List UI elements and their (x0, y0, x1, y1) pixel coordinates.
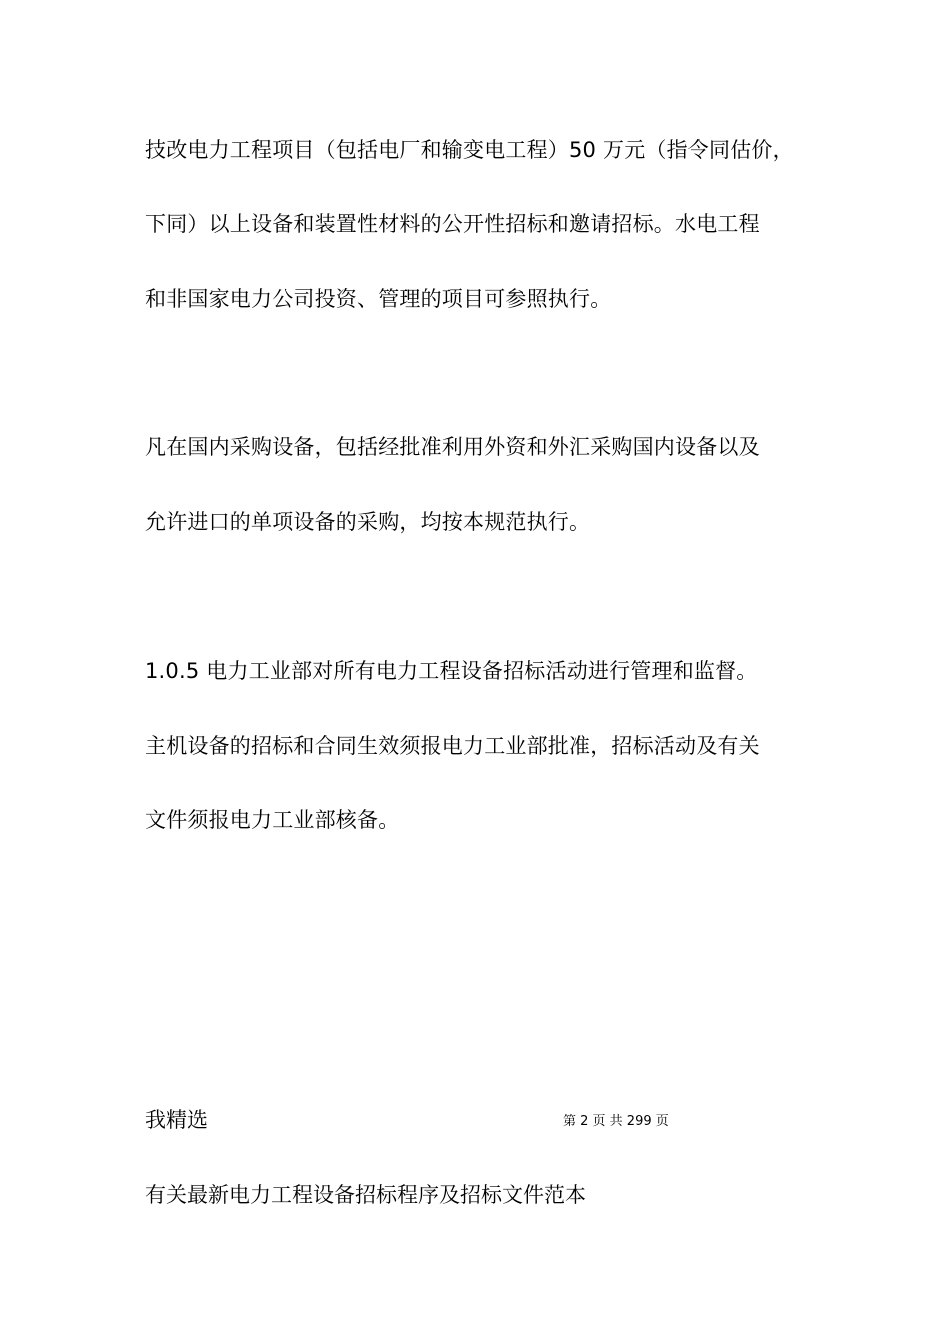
document-title: 有关最新电力工程设备招标程序及招标文件范本 (145, 1183, 586, 1207)
paragraph-line: 和非国家电力公司投资、管理的项目可参照执行。 (145, 287, 612, 311)
page-counter: 第 2 页 共 299 页 (563, 1114, 669, 1129)
footer-label: 我精选 (145, 1108, 208, 1132)
paragraph-line: 技改电力工程项目（包括电厂和输变电工程）50 万元（指令同估价， (145, 138, 794, 162)
paragraph-line: 凡在国内采购设备，包括经批准利用外资和外汇采购国内设备以及 (145, 435, 760, 459)
paragraph-line: 主机设备的招标和合同生效须报电力工业部批准，招标活动及有关 (145, 734, 760, 758)
paragraph-line: 下同）以上设备和装置性材料的公开性招标和邀请招标。水电工程 (145, 212, 760, 236)
paragraph-line: 文件须报电力工业部核备。 (145, 808, 400, 832)
paragraph-line: 允许进口的单项设备的采购，均按本规范执行。 (145, 510, 591, 534)
paragraph-line: 1.0.5 电力工业部对所有电力工程设备招标活动进行管理和监督。 (145, 659, 758, 683)
